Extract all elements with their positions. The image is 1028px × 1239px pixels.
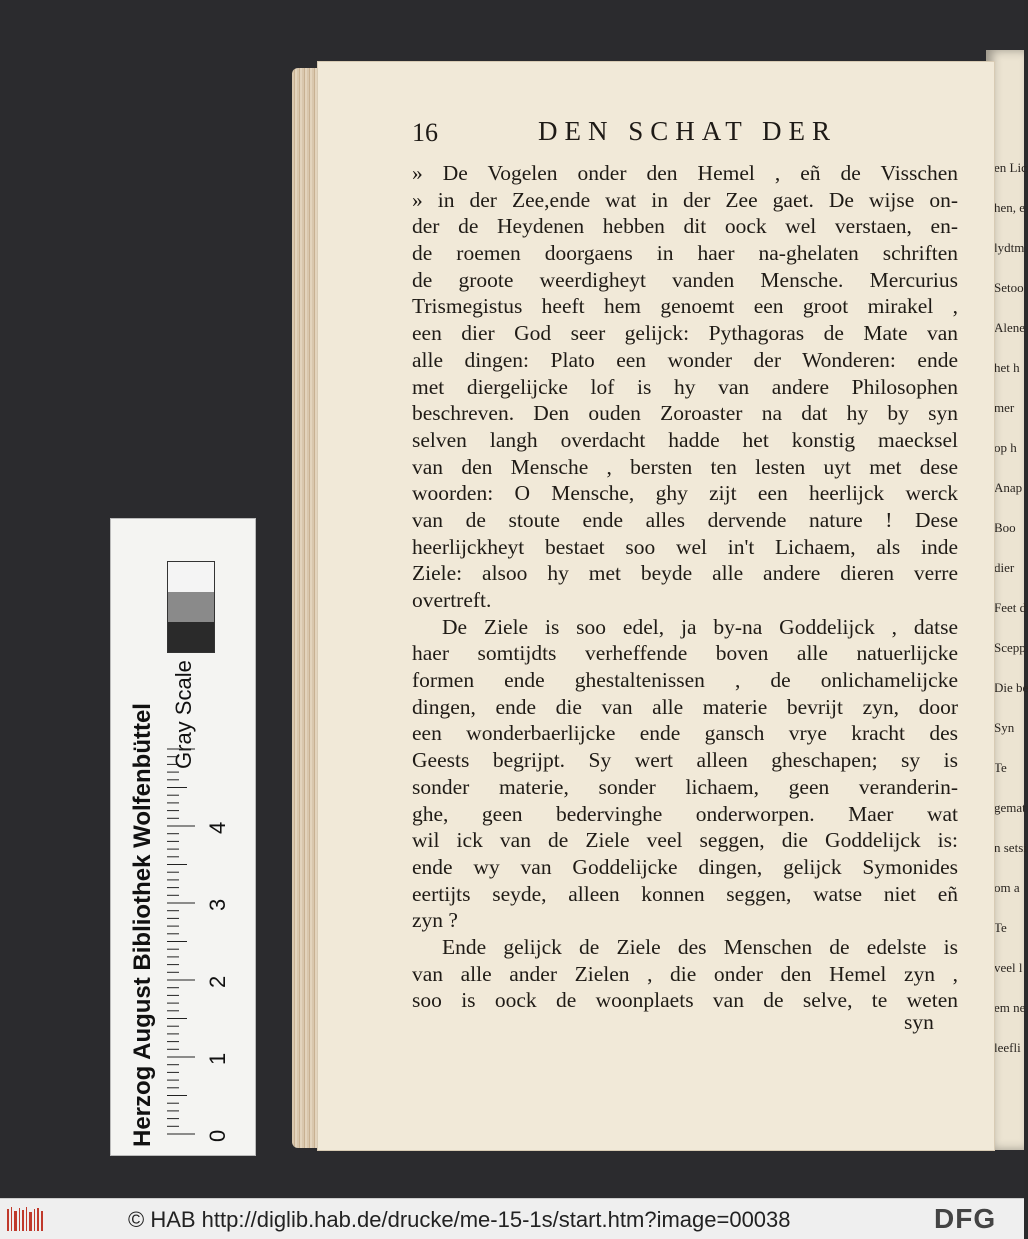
gray-scale-card: [110, 518, 256, 1156]
text-line: woorden: O Mensche, ghy zijt een heerlijck werck: [412, 481, 958, 506]
source-url[interactable]: © HAB http://diglib.hab.de/drucke/me-15-1s/start.htm?image=00038: [128, 1207, 791, 1232]
dfg-logo: DFG: [934, 1203, 997, 1234]
swatch-white: [168, 562, 214, 592]
facing-page-fragment: en Lic: [994, 160, 1027, 175]
ruler-number: 2: [205, 975, 230, 988]
text-line: van de stoute ende alles dervende nature ! Dese: [412, 507, 958, 532]
facing-page-fragment: dier: [994, 560, 1015, 575]
text-line: alle dingen: Plato een wonder der Wonderen: ende: [412, 347, 958, 372]
text-line: eertijts seyde, alleen konnen seggen, watse niet eñ: [412, 881, 958, 906]
text-line: De Ziele is soo edel, ja by-na Goddelijck , datse: [442, 614, 958, 639]
text-line: heerlijckheyt bestaet soo wel in't Lichaem, als inde: [412, 534, 958, 559]
text-line: een wonderbaerlijcke ende gansch vrye kracht des: [412, 721, 958, 746]
text-line: Trismegistus heeft hem genoemt een groot mirakel ,: [412, 294, 958, 319]
facing-page-fragment: lydtm: [994, 240, 1025, 255]
facing-page-fragment: Setoo: [994, 280, 1024, 295]
text-line: overtreft.: [412, 588, 492, 612]
text-line: ende wy van Goddelijcke dingen, gelijck Symonides: [412, 854, 958, 879]
catchword: syn: [904, 1010, 934, 1034]
text-line: Ziele: alsoo hy met beyde alle andere dieren verre: [412, 561, 958, 586]
facing-page-fragment: Te: [994, 760, 1007, 775]
facing-page-fragment: hen, e: [994, 200, 1026, 215]
facing-page-fragment: Boo: [994, 520, 1016, 535]
text-line: de roemen doorgaens in haer na-ghelaten schriften: [412, 241, 958, 266]
text-line: dingen, ende die van alle materie bevrijt zyn, door: [412, 694, 958, 719]
text-line: sonder materie, sonder lichaem, geen veranderin-: [412, 774, 958, 799]
text-line: beschreven. Den ouden Zoroaster na dat hy by syn: [412, 401, 958, 426]
text-line: formen ende ghestaltenissen , de onlichamelijcke: [412, 668, 958, 693]
text-line: wil ick van de Ziele veel seggen, die Goddelijck is:: [412, 828, 958, 853]
text-line: haer somtijdts verheffende boven alle natuerlijcke: [412, 641, 958, 666]
swatch-gray: [168, 592, 214, 622]
page-text: [412, 160, 958, 1014]
facing-page-fragment: veel l: [994, 960, 1023, 975]
institution-label: Herzog August Bibliothek Wolfenbüttel: [129, 703, 156, 1147]
facing-page-fragment: om a: [994, 880, 1020, 895]
facing-page-fragment: het h: [994, 360, 1020, 375]
text-line: zyn ?: [412, 908, 458, 933]
facing-page-fragment: Alene: [994, 320, 1026, 335]
viewer-footer: [0, 1198, 1024, 1239]
facing-page-fragment: Die be: [994, 680, 1028, 695]
facing-page-fragment: Feet d: [994, 600, 1027, 615]
gray-scale-label: Gray Scale: [171, 660, 196, 769]
text-line: van den Mensche , bersten ten lesten uyt met dese: [412, 454, 958, 479]
text-line: » in der Zee,ende wat in der Zee gaet. De wijse on-: [412, 187, 958, 212]
facing-page-fragment: Scepp: [994, 640, 1026, 655]
hab-barcode-icon: [6, 1205, 46, 1233]
swatch-black: [168, 622, 214, 652]
facing-page-fragment: em ne: [994, 1000, 1026, 1015]
text-line: de groote weerdigheyt vanden Mensche. Mercurius: [412, 267, 958, 292]
text-line: met diergelijcke lof is hy van andere Philosophen: [412, 374, 958, 399]
facing-page-fragment: Anap: [994, 480, 1023, 495]
text-line: der de Heydenen hebben dit oock wel verstaen, en-: [412, 214, 958, 239]
facing-page-fragment: Te: [994, 920, 1007, 935]
ruler: [163, 709, 253, 1149]
text-line: ghe, geen bedervinghe onderworpen. Maer wat: [412, 801, 958, 826]
text-line: soo is oock de woonplaets van de selve, te weten: [412, 988, 958, 1013]
ruler-number: 3: [205, 898, 230, 911]
facing-page-fragment: mer: [994, 400, 1015, 415]
page-number: 16: [412, 118, 438, 147]
ruler-number: 1: [205, 1052, 230, 1065]
facing-page-fragment: gemat: [994, 800, 1026, 815]
text-line: een dier God seer gelijck: Pythagoras de Mate van: [412, 321, 958, 346]
ruler-number: 0: [205, 1129, 230, 1142]
text-line: van alle ander Zielen , die onder den Hemel zyn ,: [412, 961, 958, 986]
running-head: DEN SCHAT DER: [538, 116, 838, 146]
ruler-number: 4: [205, 821, 230, 834]
facing-page-fragment: Syn: [994, 720, 1015, 735]
text-line: selven langh overdacht hadde het konstig maecksel: [412, 427, 958, 452]
gray-swatch: [167, 561, 215, 653]
facing-page-fragment: leefli: [994, 1040, 1021, 1055]
facing-page-fragment: n setsi: [994, 840, 1027, 855]
text-line: » De Vogelen onder den Hemel , eñ de Visschen: [412, 161, 958, 185]
text-line: Ende gelijck de Ziele des Menschen de edelste is: [442, 934, 958, 959]
text-line: Geests begrijpt. Sy wert alleen gheschapen; sy is: [412, 748, 958, 773]
facing-page-fragment: op h: [994, 440, 1017, 455]
